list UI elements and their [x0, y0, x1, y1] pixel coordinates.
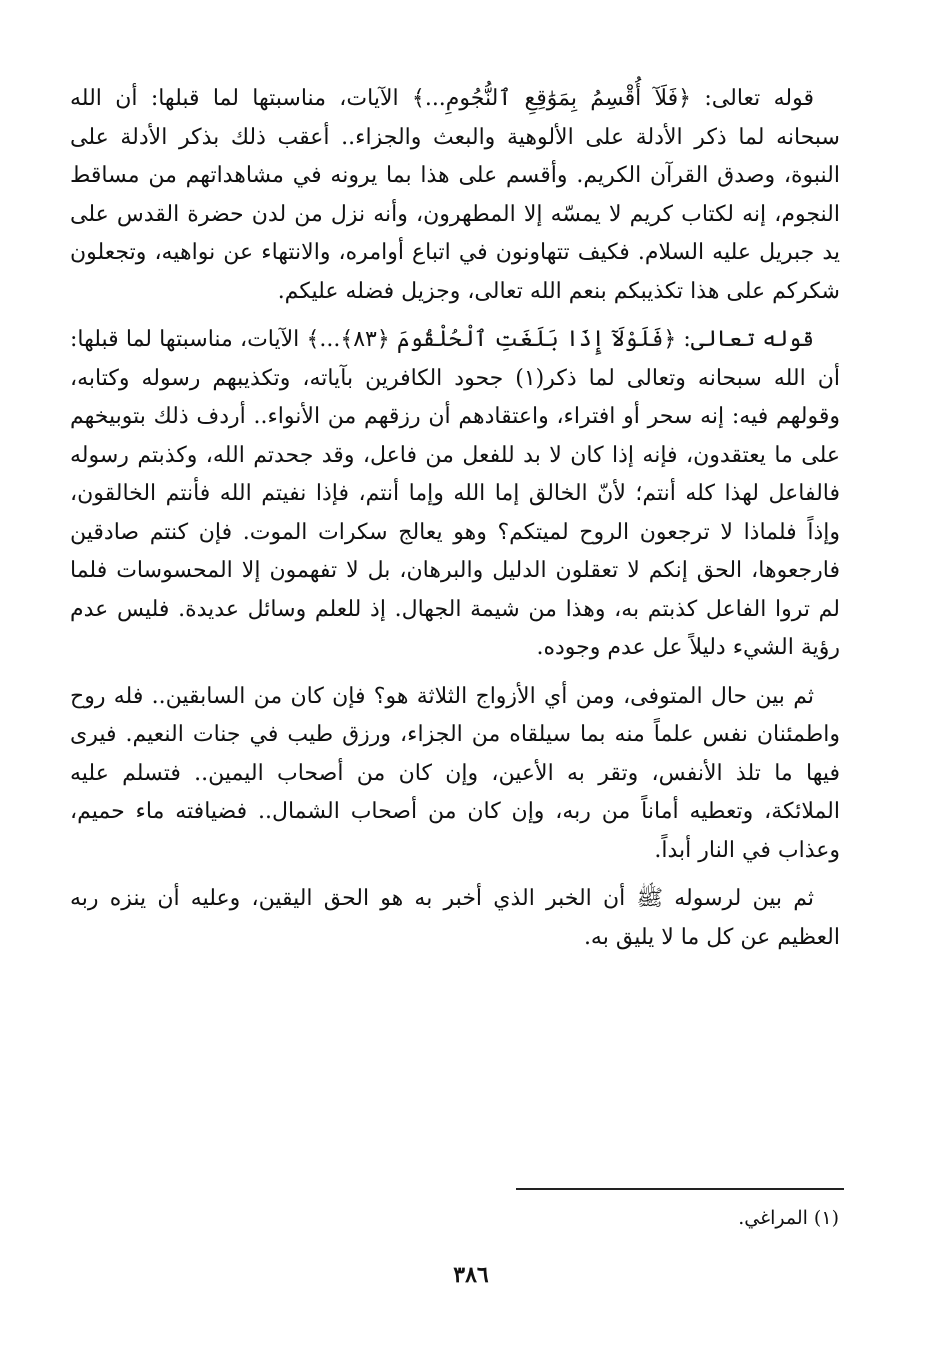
paragraph-4-text: ثم بين لرسوله ﷺ أن الخبر الذي أخبر به هو الحق اليقين، وعليه أن ينزه ربه العظيم عن كل ما لا يليق به.: [70, 886, 840, 950]
paragraph-2: [70, 321, 840, 668]
paragraph-4: [70, 880, 840, 957]
paragraph-2-text: قوله تعالى: ﴿فَلَوْلَآ إِذَا بَلَغَتِ ٱلْحُلْقُومَ ﴿٨٣﴾...﴾ الآيات، مناسبتها لما قبلها: أن الله سبحانه وتعالى لما ذكر(١) جحود الكافرين بآياته، وتكذيبهم رسوله وكتابه، وقولهم فيه: إنه سحر أو افتراء، واعتقادهم أن رزقهم من الأنواء.. أردف ذلك بتوبيخهم على ما يعتقدون، فإنه إذا كان لا بد للفعل من فاعل، وقد جحدتم الله، وكذبتم رسوله فالفاعل لهذا كله أنتم؛ لأنّ الخالق إما الله وإما أنتم، فإذا نفيتم الله فأنتم الخالقون، وإذاً فلماذا لا ترجعون الروح لميتكم؟ وهو يعالج سكرات الموت. فإن كنتم صادقين فارجعوها، الحق إنكم لا تعقلون الدليل والبرهان، بل لا تفهمون إلا المحسوسات فلما لم تروا الفاعل كذبتم به، وهذا من شيمة الجهال. إذ للعلم وسائل عديدة. فليس عدم رؤية الشيء دليلاً عل عدم وجوده.: [70, 327, 840, 660]
footnote-divider: [516, 1188, 844, 1190]
footnote: (١) المراغي.: [738, 1207, 839, 1229]
paragraph-3-text: ثم بين حال المتوفى، ومن أي الأزواج الثلاثة هو؟ فإن كان من السابقين.. فله روح واطمئنان نفس علماً منه بما سيلقاه من الجزاء، ورزق طيب في جنات النعيم. فيرى فيها ما تلذ الأنفس، وتقر به الأعين، وإن كان من أصحاب اليمين.. فتسلم عليه الملائكة، وتعطيه أماناً من ربه، وإن كان من أصحاب الشمال.. فضيافته ماء حميم، وعذاب في النار أبداً.: [70, 683, 840, 863]
page-number: ٣٨٦: [453, 1262, 489, 1288]
paragraph-3: [70, 678, 840, 871]
paragraph-1-text: قوله تعالى: ﴿فَلَآ أُقْسِمُ بِمَوَٰقِعِ ٱلنُّجُومِ...﴾ الآيات، مناسبتها لما قبلها: أن الله سبحانه لما ذكر الأدلة على الألوهية والبعث والجزاء.. أعقب ذلك بذكر الأدلة على النبوة، وصدق القرآن الكريم. وأقسم على هذا بما يرونه في مشاهداتهم من مساقط النجوم، إنه لكتاب كريم لا يمسّه إلا المطهرون، وأنه نزل من لدن حضرة القدس على يد جبريل عليه السلام. فكيف تتهاونون في اتباع أوامره، والانتهاء عن نواهيه، وتجعلون شكركم على هذا تكذيبكم بنعم الله تعالى، وجزيل فضله عليكم.: [70, 86, 840, 304]
paragraph-1: [70, 80, 840, 311]
page-body: [70, 80, 840, 967]
